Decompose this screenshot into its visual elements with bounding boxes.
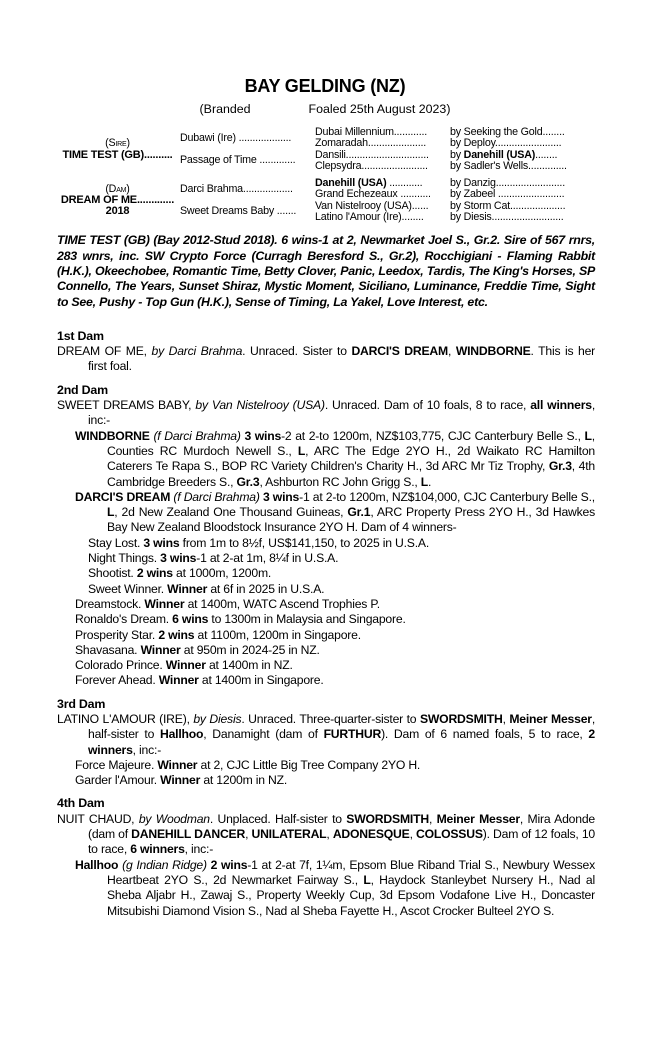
sire-sire-name: Dubawi (Ire) ...................: [180, 132, 292, 144]
ancestor-name: Van Nistelrooy (USA)......: [315, 200, 429, 212]
ancestor-row: [315, 127, 605, 138]
sire-role-label: (Sire): [105, 137, 130, 150]
ancestor-name: Dansili..............................: [315, 149, 429, 161]
ancestor-row: [315, 178, 605, 189]
dam-paragraph: SWEET DREAMS BABY, by Van Nistelrooy (USA). Unraced. Dam of 10 foals, 8 to race, all winners, inc:-: [57, 398, 596, 428]
dam-sire-name: Darci Brahma..................: [180, 183, 293, 195]
granddam-progeny-entry: Sweet Winner. Winner at 6f in 2025 in U.S.A.: [88, 581, 325, 596]
progeny-entry: Garder l'Amour. Winner at 1200m in NZ.: [75, 773, 288, 788]
granddam-progeny-entry: Shootist. 2 wins at 1000m, 1200m.: [88, 566, 272, 581]
dam-paragraph: DREAM OF ME, by Darci Brahma. Unraced. Sister to DARCI'S DREAM, WINDBORNE. This is her first foal.: [57, 344, 596, 374]
sire-group: [55, 127, 650, 172]
sire-cell: [55, 127, 180, 172]
page-title: BAY GELDING (NZ): [244, 76, 406, 96]
ancestor-sire: by Zabeel ........................: [450, 189, 565, 201]
pedigree-table: [55, 127, 650, 223]
dam-dam-name: Sweet Dreams Baby .......: [180, 206, 297, 218]
progeny-entry: Shavasana. Winner at 950m in 2024-25 in NZ.: [75, 642, 320, 657]
ancestor-sire: by Danzig.........................: [450, 178, 565, 190]
section-heading-2nd-dam: 2nd Dam: [57, 382, 108, 397]
ancestor-row: [315, 212, 605, 223]
brand-foaled-line: [0, 102, 650, 116]
granddam-progeny-entry: Stay Lost. 3 wins from 1m to 8½f, US$141,150, to 2025 in U.S.A.: [88, 535, 430, 550]
section-heading-1st-dam: 1st Dam: [57, 328, 104, 343]
ancestor-row: [315, 201, 605, 212]
dam-paragraph: LATINO L'AMOUR (IRE), by Diesis. Unraced. Three-quarter-sister to SWORDSMITH, Meiner Messer, half-sister to Hallhoo, Danamight (dam of FURTHUR). Dam of 6 named foals, 5 to race, 2 winners, inc:-: [57, 711, 595, 757]
sire-parents: [180, 127, 315, 172]
dam-group: [55, 178, 650, 223]
branded-label: (Branded: [199, 102, 251, 116]
ancestor-sire: by Sadler's Wells..............: [450, 160, 567, 172]
stakes-progeny-entry: WINDBORNE (f Darci Brahma) 3 wins-2 at 2-to 1200m, NZ$103,775, CJC Canterbury Belle S., L, Counties RC Murdoch Newell S., L, ARC The Edge 2YO H., 2d Waikato RC Hamilton Caterers Te Rapa S., BOP RC Variety Children's Charity H., 3d ARC Mr Tiz Trophy, Gr.3, 4th Cambridge Breeders S., Gr.3, Ashburton RC John Grigg S., L.: [75, 428, 596, 489]
ancestor-name: Zomaradah.....................: [315, 138, 427, 150]
ancestor-sire: by Danehill (USA)........: [450, 149, 558, 161]
progeny-entry: Prosperity Star. 2 wins at 1100m, 1200m in Singapore.: [75, 627, 361, 642]
dam-year: 2018: [105, 205, 130, 218]
progeny-entry: Colorado Prince. Winner at 1400m in NZ.: [75, 658, 293, 673]
sire-dam-name: Passage of Time .............: [180, 155, 296, 167]
dam-sections: [57, 329, 595, 919]
ancestor-name: Clepsydra........................: [315, 160, 428, 172]
stakes-progeny-entry: DARCI'S DREAM (f Darci Brahma) 3 wins-1 at 2-to 1200m, NZ$104,000, CJC Canterbury Belle S., L, 2d New Zealand One Thousand Guineas, Gr.1, ARC Property Press 2YO H., 3d Hawkes Bay New Zealand Bloodstock Insurance 2YO H. Dam of 4 winners-: [75, 489, 595, 535]
progeny-entry: Force Majeure. Winner at 2, CJC Little Big Tree Company 2YO H.: [75, 757, 421, 772]
ancestor-row: [315, 138, 605, 149]
sire-ancestors: [315, 127, 605, 172]
dam-parents: [180, 178, 315, 223]
progeny-entry: Ronaldo's Dream. 6 wins to 1300m in Malaysia and Singapore.: [75, 612, 406, 627]
ancestor-sire: by Deploy........................: [450, 138, 562, 150]
ancestor-sire: by Diesis..........................: [450, 212, 564, 224]
sire-summary: TIME TEST (GB) (Bay 2012-Stud 2018). 6 wins-1 at 2, Newmarket Joel S., Gr.2. Sire of 567 rnrs, 283 wnrs, inc. SW Crypto Force (Curragh Beresford S., Gr.2), Rocchigiani - Flaming Rabbit (H.K.), Okeechobee, Romantic Time, Betty Clover, Panic, Leedox, Tardis, The King's Horses, SP Connello, The Years, Sunset Shiraz, Mystic Moment, Siciliano, Luminance, Freddie Time, Sight to See, Pushy - Top Gun (H.K.), Sense of Timing, La Yakel, Love Interest, etc.: [57, 233, 595, 309]
dam-ancestors: [315, 178, 605, 223]
ancestor-row: [315, 189, 605, 200]
ancestor-sire: by Storm Cat....................: [450, 200, 566, 212]
ancestor-name: Dubai Millennium............: [315, 127, 428, 138]
dam-role-label: (Dam): [105, 182, 130, 195]
section-heading-4th-dam: 4th Dam: [57, 796, 105, 811]
dam-name: DREAM OF ME.............: [60, 195, 175, 207]
ancestor-name: Grand Echezeaux ...........: [315, 189, 431, 201]
ancestor-sire: by Seeking the Gold........: [450, 127, 565, 138]
ancestor-name: Danehill (USA) ............: [315, 178, 423, 190]
sire-name: TIME TEST (GB)..........: [62, 149, 173, 161]
dam-paragraph: NUIT CHAUD, by Woodman. Unplaced. Half-sister to SWORDSMITH, Meiner Messer, Mira Adonde (dam of DANEHILL DANCER, UNILATERAL, ADONESQUE, COLOSSUS). Dam of 12 foals, 10 to race, 6 winners, inc:-: [57, 811, 595, 857]
stakes-progeny-entry: Hallhoo (g Indian Ridge) 2 wins-1 at 2-at 7f, 1¼m, Epsom Blue Riband Trial S., Newbury Wessex Heartbeat 2YO S., 2d Newmarket Fairway S., L, Haydock Stanleybet Nursery H., Nad al Sheba Aljabr H., Zawaj S., Property Weekly Cup, 3d Epsom Vodafone Live H., Doncaster Mitsubishi Diamond Vision S., Nad al Sheba Fayette H., Ascot Crocker Bulteel 2YO S.: [75, 857, 595, 918]
ancestor-row: [315, 150, 605, 161]
granddam-progeny-entry: Night Things. 3 wins-1 at 2-at 1m, 8¼f in U.S.A.: [88, 551, 339, 566]
dam-cell: [55, 178, 180, 223]
progeny-entry: Forever Ahead. Winner at 1400m in Singapore.: [75, 673, 324, 688]
ancestor-name: Latino l'Amour (Ire)........: [315, 212, 424, 224]
foaled-label: Foaled 25th August 2023): [308, 102, 451, 116]
ancestor-row: [315, 161, 605, 172]
section-heading-3rd-dam: 3rd Dam: [57, 696, 106, 711]
progeny-entry: Dreamstock. Winner at 1400m, WATC Ascend Trophies P.: [75, 596, 380, 611]
